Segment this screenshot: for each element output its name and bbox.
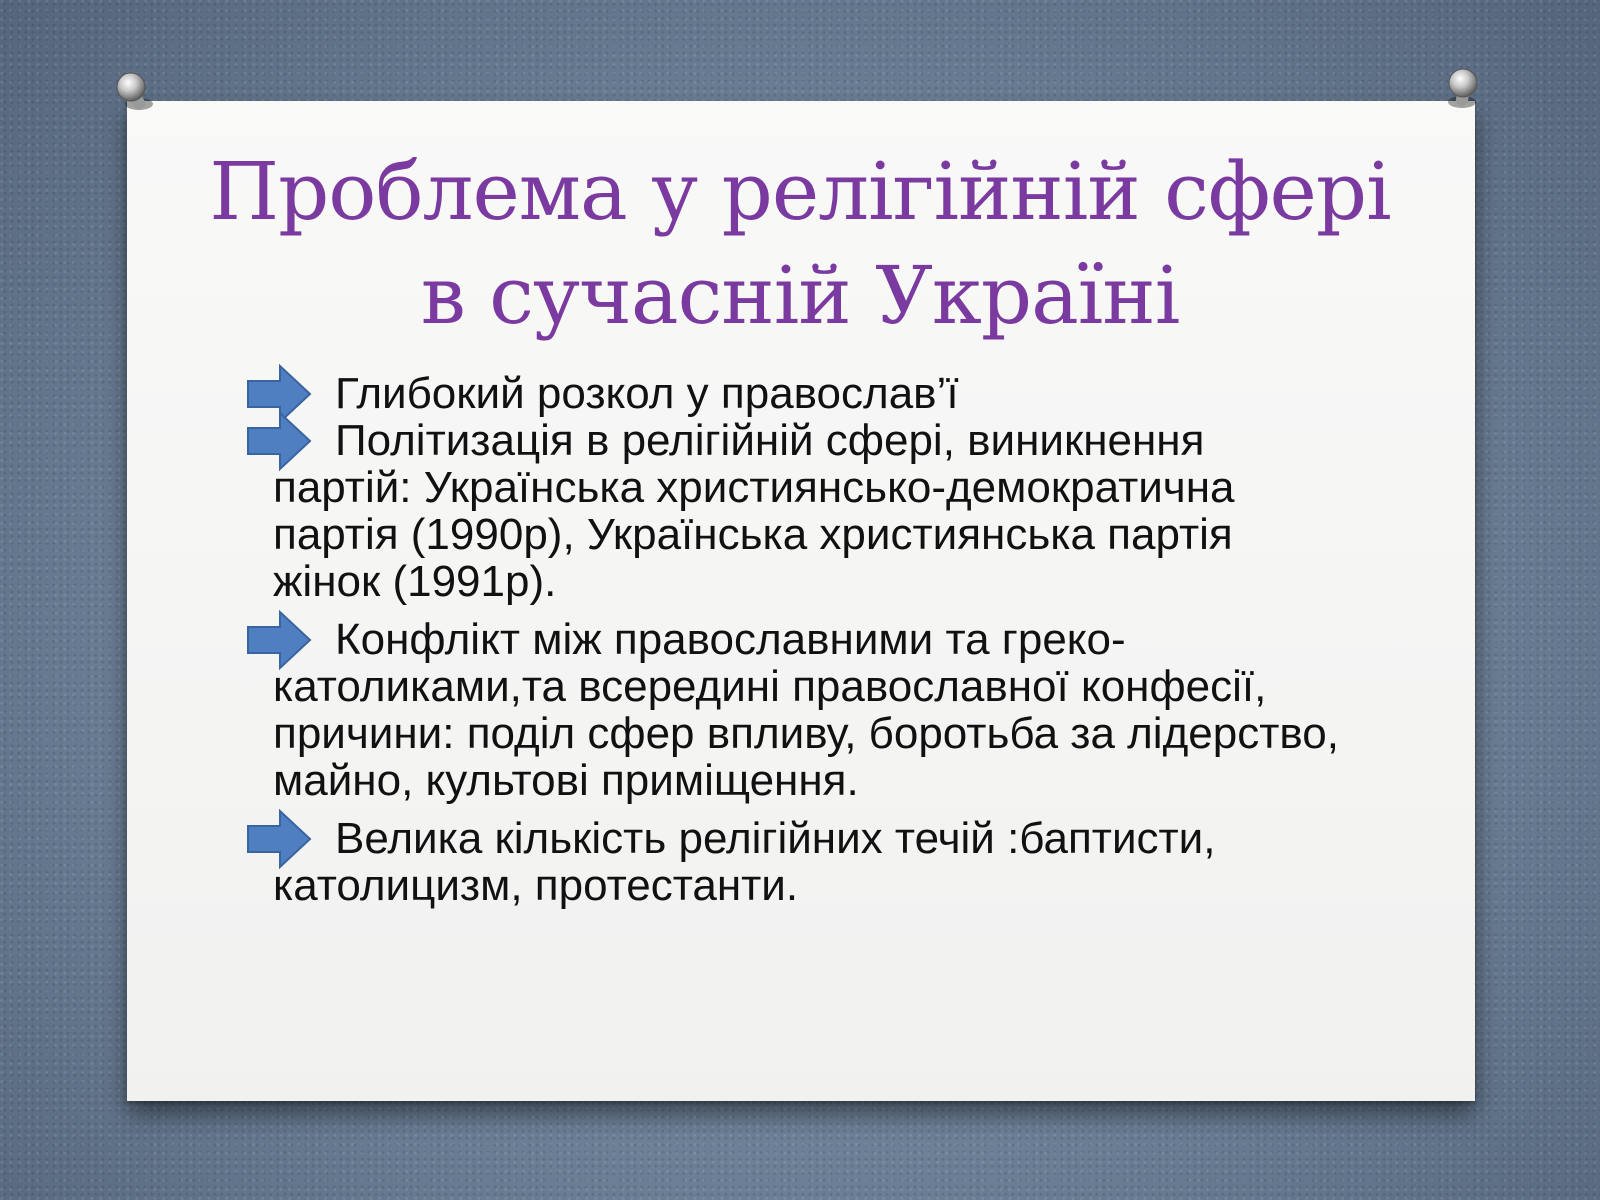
arrow-right-icon xyxy=(246,608,314,672)
slide-title-line-2: в сучасній Україні xyxy=(420,249,1180,342)
slide-title-line-1: Проблема у релігійній сфері xyxy=(209,145,1391,238)
bullet-text: Велика кількість релігійних течій :баптисти, католицизм, протестанти. xyxy=(273,814,1216,910)
bullet-text: Конфлікт між православними та греко-католиками,та всередині православної конфесії, причини: поділ сфер впливу, боротьба за лідерство, майно, культові приміщення. xyxy=(273,615,1339,805)
bullet-list xyxy=(246,370,1346,920)
bullet-text: Політизація в релігійній сфері, виникнення партій: Українська християнсько-демократична партія (1990р), Українська християнська партія жінок (1991р). xyxy=(273,416,1235,606)
bullet-item xyxy=(246,370,1346,417)
pushpin-icon xyxy=(1440,68,1486,114)
bullet-item xyxy=(246,815,1346,909)
arrow-right-icon xyxy=(246,409,314,473)
pushpin-icon xyxy=(112,72,158,118)
slide-title xyxy=(180,140,1420,348)
bullet-item xyxy=(246,417,1346,605)
arrow-right-icon xyxy=(246,807,314,871)
bullet-text: Глибокий розкол у православ’ї xyxy=(335,369,959,418)
bullet-item xyxy=(246,616,1346,804)
